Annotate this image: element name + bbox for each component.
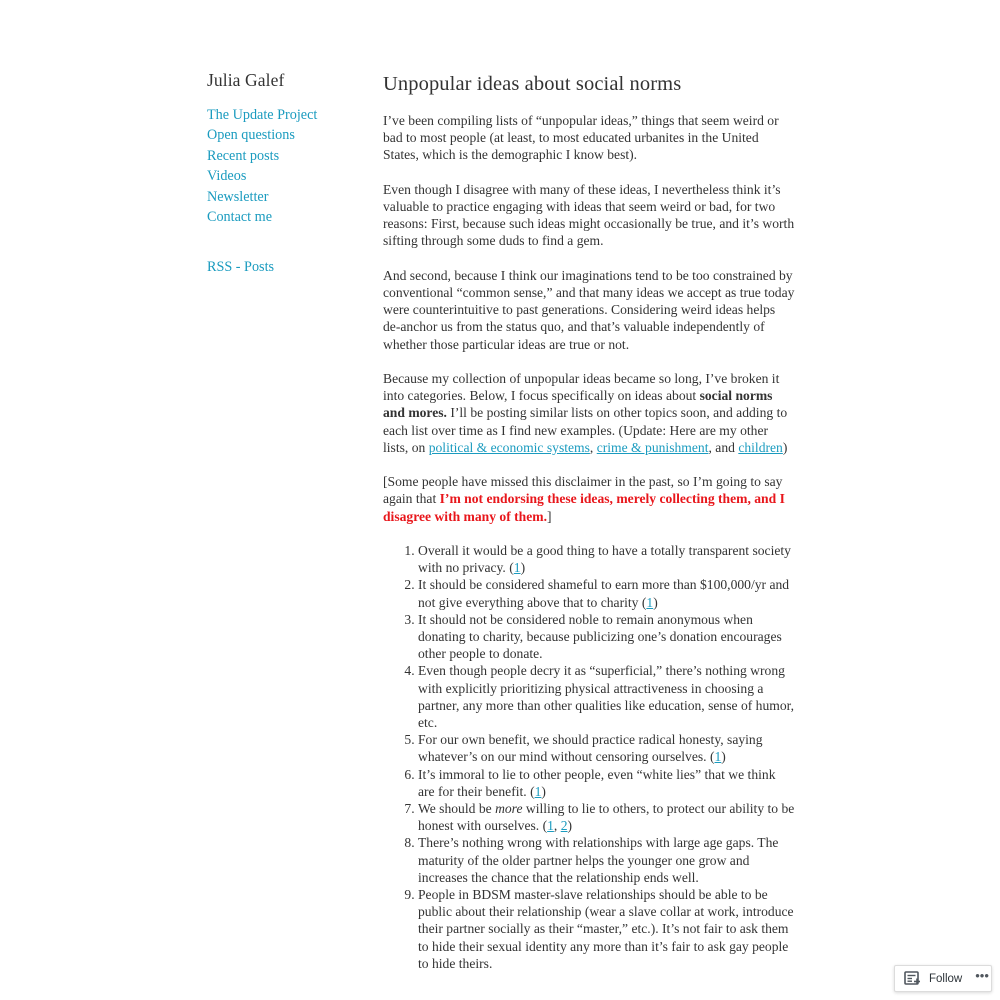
link-children[interactable]: children — [738, 439, 783, 455]
list-item — [418, 662, 795, 731]
closing-paren: ) — [653, 594, 658, 610]
closing-paren: ) — [782, 439, 788, 455]
idea-text-cont: willing to lie to others, to protect our ability to be honest with ourselves. ( — [418, 801, 795, 834]
categories-text: Because my collection of unpopular ideas became so long, I’ve broken it into categories. Below, I focus specifically on ideas about — [383, 371, 780, 404]
reasons-paragraph: Even though I disagree with many of these ideas, I nevertheless think it’s valuable to practice engaging with ideas that seem weird or bad, for two reasons: First, because such ideas might occasionally be true, and it’s worth sifting through some duds to find a gem. — [383, 181, 795, 249]
list-item — [418, 731, 795, 765]
intro-paragraph: I’ve been compiling lists of “unpopular ideas,” things that seem weird or bad to most people (at least, to most educated urbanites in the United States, which is the demographic I know best). — [383, 113, 779, 163]
idea-text: Overall it would be a good thing to have a totally transparent society with no privacy. ( — [418, 543, 791, 576]
nav-link-open-questions[interactable]: Open questions — [207, 127, 295, 144]
list-item — [418, 766, 795, 800]
list-item — [418, 576, 795, 610]
social-norms-emphasis: social norms and mores. — [383, 388, 773, 421]
nav-link-recent-posts[interactable]: Recent posts — [207, 147, 280, 164]
post-title: Unpopular ideas about social norms — [383, 73, 682, 95]
idea-text: Even though people decry it as “superficial,” there’s nothing wrong with explicitly prioritizing physical attractiveness in choosing a partner, any more than other qualities like education, sense of humor, etc. — [418, 663, 795, 731]
closing-paren: ) — [520, 560, 526, 576]
separator: , — [589, 439, 597, 455]
idea-text: It’s immoral to lie to other people, even “white lies” that we think are for their benefit. ( — [418, 766, 776, 799]
post-body — [383, 112, 795, 972]
reference-link[interactable]: 1 — [534, 783, 542, 799]
link-crime-punishment[interactable]: crime & punishment — [596, 439, 709, 455]
closing-paren: ) — [721, 749, 726, 765]
more-options-icon[interactable]: ••• — [975, 968, 989, 983]
second-reason-paragraph: And second, because I think our imaginations tend to be too constrained by conventional “common sense,” and that many ideas we accept as true today were counterintuitive to past generations. Considering weird ideas helps de-anchor us from the status quo, and that’s valuable independently of whether those particular ideas are true or not. — [383, 267, 795, 352]
unpopular-ideas-list — [383, 542, 795, 972]
separator: , and — [708, 439, 739, 455]
list-item — [418, 542, 795, 576]
separator: , — [553, 818, 561, 834]
site-navigation — [207, 105, 317, 227]
categories-paragraph — [383, 370, 795, 456]
nav-link-newsletter[interactable]: Newsletter — [207, 188, 269, 205]
closing-paren: ) — [567, 818, 573, 834]
link-political-economic-systems[interactable]: political & economic systems — [428, 439, 590, 455]
reference-link[interactable]: 1 — [513, 560, 521, 576]
rss-posts-link[interactable]: RSS - Posts — [207, 259, 275, 275]
reference-link[interactable]: 1 — [714, 749, 722, 765]
reference-link[interactable]: 1 — [547, 818, 554, 834]
disclaimer-text: [Some people have missed this disclaimer in the past, so I’m going to say again that — [383, 474, 783, 507]
follow-button[interactable] — [904, 971, 962, 986]
idea-text: We should be — [418, 801, 496, 817]
follow-widget — [894, 965, 992, 992]
idea-text: People in BDSM master-slave relationships should be able to be public about their relationship (wear a slave collar at work, introduce their partner socially as their “master,” etc.). It’s not fair to ask them to hide their sexual identity any more than it’s fair to ask gay people to hide theirs. — [418, 887, 794, 971]
disclaimer-highlight: I’m not endorsing these ideas, merely collecting them, and I disagree with many of them. — [383, 491, 785, 524]
list-item — [418, 800, 795, 834]
idea-text: It should not be considered noble to remain anonymous when donating to charity, because publicizing one’s donation encourages other people to donate. — [418, 611, 782, 662]
nav-link-update-project[interactable]: The Update Project — [207, 107, 318, 123]
post — [383, 70, 795, 972]
categories-text-cont: I’ll be posting similar lists on other topics soon, and adding to each list over time as I find new examples. (Update: Here are my other lists, on — [383, 405, 788, 455]
nav-link-videos[interactable]: Videos — [207, 168, 247, 185]
follow-label: Follow — [929, 972, 963, 985]
disclaimer-paragraph — [383, 473, 795, 525]
follow-reader-icon — [904, 971, 921, 986]
closing-bracket: ] — [547, 508, 552, 524]
list-item — [418, 834, 795, 886]
idea-text: For our own benefit, we should practice radical honesty, saying whatever’s on our mind without censoring ourselves. ( — [418, 732, 763, 765]
reference-link[interactable]: 1 — [646, 594, 654, 610]
reference-link[interactable]: 2 — [560, 818, 568, 834]
idea-text: There’s nothing wrong with relationships with large age gaps. The maturity of the older partner helps the younger one grow and increases the chance that the relationship ends well. — [418, 835, 779, 885]
closing-paren: ) — [541, 783, 546, 799]
nav-link-contact-me[interactable]: Contact me — [207, 209, 273, 226]
list-item — [418, 886, 795, 972]
list-item — [418, 611, 795, 663]
idea-emphasis: more — [495, 801, 523, 817]
site-title[interactable]: Julia Galef — [207, 70, 285, 90]
idea-text: It should be considered shameful to earn more than $100,000/yr and not give everything above that to charity ( — [418, 577, 790, 610]
